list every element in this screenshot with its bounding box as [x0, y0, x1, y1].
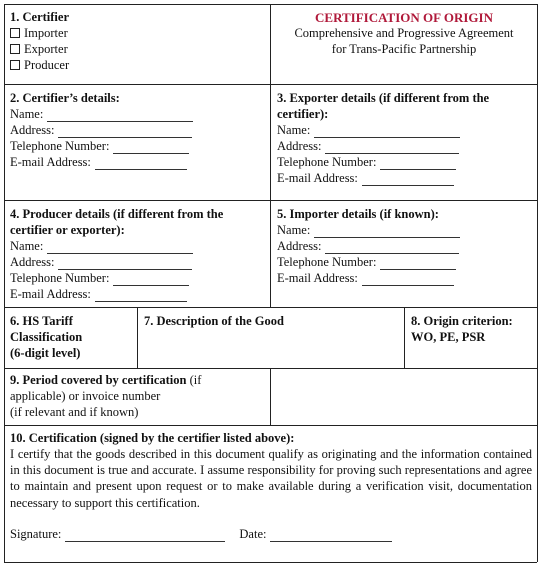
form-subtitle-line2: for Trans-Pacific Partnership	[331, 41, 477, 56]
divider-row5	[4, 425, 537, 426]
box-hs-tariff[interactable]	[10, 313, 82, 361]
field-label: Name:	[277, 223, 311, 237]
field-label: Address:	[10, 255, 55, 269]
form-subtitle-line1: Comprehensive and Progressive Agreement	[294, 26, 514, 40]
option-label: Importer	[24, 26, 68, 40]
name-field[interactable]	[10, 238, 223, 254]
description-heading: 7. Description of the Good	[144, 314, 284, 328]
certification-statement: I certify that the goods described in this document qualify as originating and the information contained in this document is true and accurate. I assume responsibility for proving such representations and agree to maintain and present upon request or to make available during a verification visit, documentation necessary to support this certification.	[10, 447, 532, 510]
certifier-heading: 1. Certifier	[10, 10, 69, 24]
field-label: E-mail Address:	[277, 271, 358, 285]
email-field[interactable]	[10, 154, 193, 170]
date-input-line[interactable]	[270, 529, 392, 542]
hs-tariff-line1: 6. HS Tariff	[10, 314, 73, 328]
field-label: Address:	[10, 123, 55, 137]
field-label: Name:	[277, 123, 311, 137]
checkbox-icon[interactable]	[10, 44, 20, 54]
period-line2: applicable) or invoice number	[10, 389, 161, 403]
box-importer-details	[277, 206, 460, 286]
telephone-input-line[interactable]	[380, 157, 456, 170]
box-origin-criterion[interactable]	[411, 313, 513, 345]
box-certifier	[10, 9, 69, 73]
field-label: Telephone Number:	[10, 139, 110, 153]
form-header	[271, 10, 537, 57]
address-field[interactable]	[277, 238, 460, 254]
box-certification	[10, 430, 532, 511]
name-field[interactable]	[277, 222, 460, 238]
telephone-input-line[interactable]	[113, 273, 189, 286]
address-input-line[interactable]	[325, 141, 459, 154]
email-input-line[interactable]	[95, 289, 187, 302]
option-label: Producer	[24, 58, 70, 72]
telephone-field[interactable]	[10, 270, 223, 286]
origin-criterion-line1: 8. Origin criterion:	[411, 314, 513, 328]
divider-row3	[4, 307, 537, 308]
field-label: Name:	[10, 107, 44, 121]
name-field[interactable]	[277, 122, 489, 138]
exporter-heading-line2: certifier):	[277, 107, 329, 121]
certifier-option-importer[interactable]	[10, 25, 69, 41]
email-field[interactable]	[277, 170, 489, 186]
option-label: Exporter	[24, 42, 68, 56]
checkbox-icon[interactable]	[10, 60, 20, 70]
importer-heading: 5. Importer details (if known):	[277, 207, 439, 221]
address-input-line[interactable]	[58, 257, 192, 270]
box-certifier-details	[10, 90, 193, 170]
telephone-field[interactable]	[10, 138, 193, 154]
name-input-line[interactable]	[47, 241, 193, 254]
telephone-field[interactable]	[277, 154, 489, 170]
certifier-details-heading: 2. Certifier’s details:	[10, 91, 120, 105]
border-bottom	[4, 562, 537, 563]
divider-col-box8	[404, 307, 405, 368]
border-right	[537, 4, 538, 562]
box-producer-details	[10, 206, 223, 302]
name-input-line[interactable]	[47, 109, 193, 122]
name-field[interactable]	[10, 106, 193, 122]
name-input-line[interactable]	[314, 225, 460, 238]
period-heading-bold: 9. Period covered by certification	[10, 373, 187, 387]
certification-heading: 10. Certification (signed by the certifier listed above):	[10, 431, 295, 445]
address-field[interactable]	[277, 138, 489, 154]
name-input-line[interactable]	[314, 125, 460, 138]
address-field[interactable]	[10, 254, 223, 270]
field-label: Name:	[10, 239, 44, 253]
telephone-input-line[interactable]	[113, 141, 189, 154]
checkbox-icon[interactable]	[10, 28, 20, 38]
certifier-option-producer[interactable]	[10, 57, 69, 73]
border-left	[4, 4, 5, 562]
address-input-line[interactable]	[58, 125, 192, 138]
field-label: E-mail Address:	[10, 155, 91, 169]
period-input-area[interactable]	[271, 369, 537, 425]
hs-tariff-line3: (6-digit level)	[10, 346, 81, 360]
period-line3: (if relevant and if known)	[10, 405, 139, 419]
email-input-line[interactable]	[362, 173, 454, 186]
address-input-line[interactable]	[325, 241, 459, 254]
field-label: Address:	[277, 239, 322, 253]
date-label: Date:	[239, 527, 267, 541]
signature-row	[10, 526, 392, 542]
field-label: Telephone Number:	[277, 155, 377, 169]
telephone-input-line[interactable]	[380, 257, 456, 270]
divider-col-box6	[137, 307, 138, 368]
signature-input-line[interactable]	[65, 529, 225, 542]
box-exporter-details	[277, 90, 489, 186]
address-field[interactable]	[10, 122, 193, 138]
period-heading	[10, 372, 201, 388]
box-period-covered	[10, 372, 201, 420]
hs-tariff-line2: Classification	[10, 330, 83, 344]
producer-heading-line2: certifier or exporter):	[10, 223, 125, 237]
email-field[interactable]	[10, 286, 223, 302]
exporter-heading-line1: 3. Exporter details (if different from the	[277, 91, 490, 105]
signature-label: Signature:	[10, 527, 62, 541]
field-label: Address:	[277, 139, 322, 153]
period-heading-suffix: (if	[186, 373, 202, 387]
field-label: Telephone Number:	[277, 255, 377, 269]
certifier-option-exporter[interactable]	[10, 41, 69, 57]
producer-heading-line1: 4. Producer details (if different from the	[10, 207, 224, 221]
email-input-line[interactable]	[362, 273, 454, 286]
field-label: E-mail Address:	[277, 171, 358, 185]
origin-criterion-line2: WO, PE, PSR	[411, 330, 486, 344]
signature-date-line	[10, 526, 392, 542]
form-title: CERTIFICATION OF ORIGIN	[315, 10, 493, 25]
email-field[interactable]	[277, 270, 460, 286]
field-label: E-mail Address:	[10, 287, 91, 301]
field-label: Telephone Number:	[10, 271, 110, 285]
box-description-of-good[interactable]	[144, 313, 284, 329]
email-input-line[interactable]	[95, 157, 187, 170]
telephone-field[interactable]	[277, 254, 460, 270]
